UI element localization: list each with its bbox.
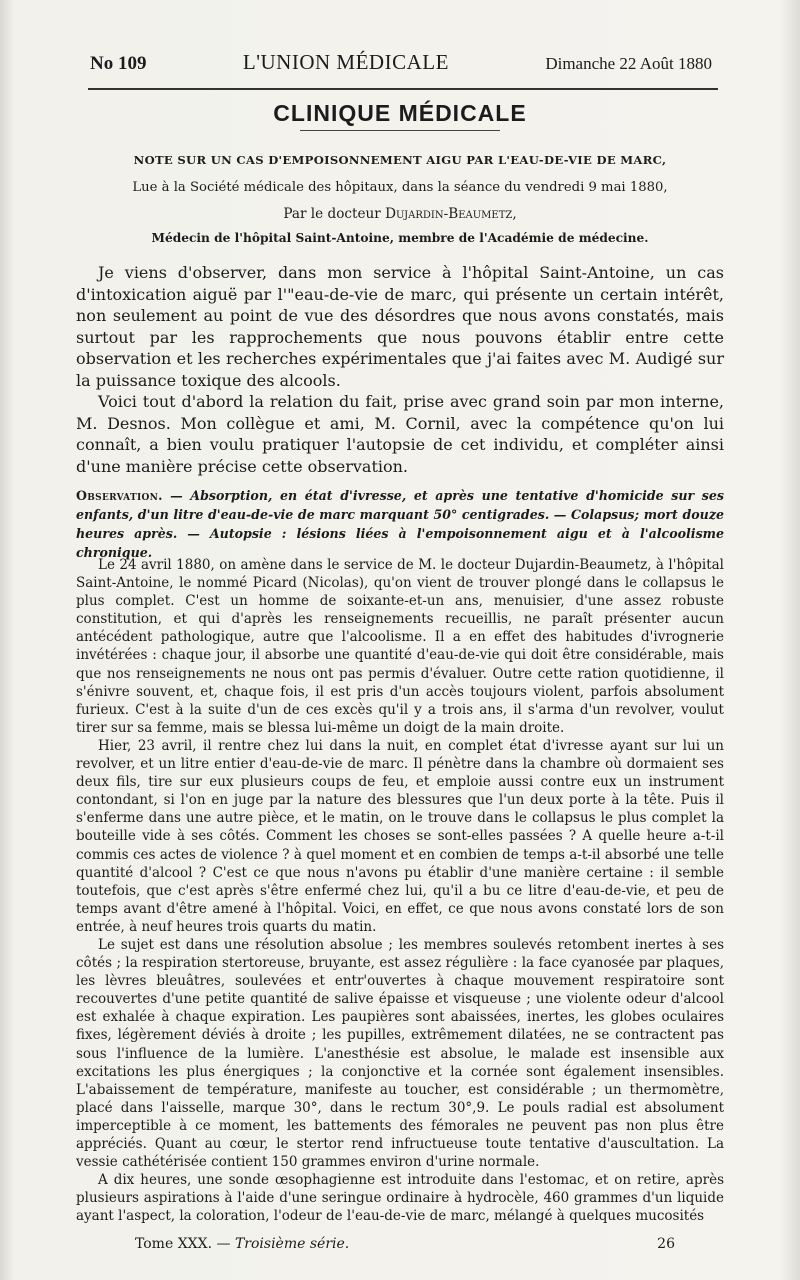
intro-paragraph: Voici tout d'abord la relation du fait, prise avec grand soin par mon interne, M. Desnos. Mon collègue et ami, M. Cornil, avec la compétence qu'on lui connaît, a bien voulu pratiquer l'autopsie de cet individu, et compléter ainsi d'une manière précise cette observation. [76, 392, 724, 476]
case-paragraph: Hier, 23 avril, il rentre chez lui dans la nuit, en complet état d'ivresse ayant sur lui un revolver, et un litre entier d'eau-de-vie de marc. Il pénètre dans la chambre où dormaient ses deux fils, tire sur eux plusieurs coups de feu, et emploie aussi contre eux un instrument contondant, si l'on en juge par la nature des blessures que l'un deux porte à la tête. Puis il s'enferme dans une autre pièce, et le matin, on le trouve dans le collapsus le plus complet la bouteille vide à ses côtés. Comment les choses se sont-elles passées ? A quelle heure a-t-il commis ces actes de violence ? à quel moment et en combien de temps a-t-il absorbé une telle quantité d'alcool ? C'est ce que nous n'avons pu établir d'une manière certaine : il semble toutefois, que c'est après s'être enfermé chez lui, qu'il a bu ce litre d'eau-de-vie, et peu de temps avant d'être amené à l'hôpital. Voici, en effet, ce que nous avons constaté lors de son entrée, à neuf heures trois quarts du matin. [76, 737, 724, 935]
page-number: 26 [657, 1236, 675, 1252]
section-title: CLINIQUE MÉDICALE [273, 100, 527, 126]
author-suffix: , [512, 206, 517, 222]
presentation-line: Lue à la Société médicale des hôpitaux, dans la séance du vendredi 9 mai 1880, [132, 180, 668, 195]
page-header [90, 50, 712, 76]
case-paragraph: Le 24 avril 1880, on amène dans le service de M. le docteur Dujardin-Beaumetz, à l'hôpital Saint-Antoine, le nommé Picard (Nicolas), qu'on vient de trouver plongé dans le collapsus le plus complet. C'est un homme de soixante-et-un ans, menuisier, d'une assez robuste constitution, et qui d'après les renseignements recueillis, ne paraît présenter aucun antécédent pathologique, autre que l'alcoolisme. Il a en effet des habitudes d'ivrognerie invétérées : chaque jour, il absorbe une quantité d'eau-de-vie qui doit être considérable, mais que nos renseignements ne nous ont pas permis d'évaluer. Outre cette ration quotidienne, il s'énivre souvent, et, chaque fois, il est pris d'un accès toujours violent, parfois absolument furieux. C'est à la suite d'un de ces excès qu'il y a trois ans, il s'arma d'un revolver, voulut tirer sur sa femme, mais se blessa lui-même un doigt de la main droite. [76, 557, 724, 736]
page-footer [135, 1236, 675, 1252]
case-report [76, 556, 724, 1225]
observation-summary [76, 486, 724, 562]
case-paragraph: Le sujet est dans une résolution absolue ; les membres soulevés retombent inertes à ses côtés ; la respiration stertoreuse, bruyante, est assez régulière : la face cyanosée par plaques, les lèvres bleuâtres, soulevées et entr'ouvertes à chaque mouvement respiratoire sont recouvertes d'une petite quantité de salive épaisse et visqueuse ; une violente odeur d'alcool est exhalée à chaque expiration. Les paupières sont abaissées, inertes, les globes oculaires fixes, légèrement déviés à droite ; les pupilles, extrêmement dilatées, ne se contractent pas sous l'influence de la lumière. L'anesthésie est absolue, le malade est insensible aux excitations les plus énergiques ; la conjonctive et la cornée sont également insensibles. L'abaissement de température, manifeste au toucher, est considérable ; un thermomètre, placé dans l'aisselle, marque 30°, dans le rectum 30°,9. Le pouls radial est absolument imperceptible à ce moment, les battements des fémorales ne peuvent pas non plus être appréciés. Quant au cœur, le stertor rend infructueuse toute tentative d'auscultation. La vessie cathétérisée contient 150 grammes environ d'urine normale. [76, 936, 724, 1171]
author-name: Dujardin-Beaumetz [385, 206, 513, 222]
article-title: NOTE SUR UN CAS D'EMPOISONNEMENT AIGU PAR L'EAU-DE-VIE DE MARC, [133, 153, 667, 167]
case-paragraph: A dix heures, une sonde œsophagienne est introduite dans l'estomac, et on retire, après plusieurs aspirations à l'aide d'une seringue ordinaire à hydrocèle, 460 grammes d'un liquide ayant l'aspect, la coloration, l'odeur de l'eau-de-vie de marc, mélangé à quelques mucosités [76, 1172, 724, 1225]
author-affiliation: Médecin de l'hôpital Saint-Antoine, membre de l'Académie de médecine. [151, 231, 649, 245]
observation-text: — Absorption, en état d'ivresse, et après une tentative d'homicide sur ses enfants, d'un litre d'eau-de-vie de marc marquant 50° centigrades. — Colapsus; mort douze heures après. — Autopsie : lésions liées à l'empoisonnement aigu et à l'alcoolisme chronique. [76, 488, 724, 560]
author-line [75, 206, 725, 222]
section-title-rule [300, 130, 500, 131]
observation-lead: Observation. [76, 488, 163, 503]
header-rule [88, 88, 718, 90]
issue-number: No 109 [90, 53, 147, 74]
journal-title: L'UNION MÉDICALE [242, 50, 449, 74]
intro-paragraph: Je viens d'observer, dans mon service à l'hôpital Saint-Antoine, un cas d'intoxication aiguë par l'"eau-de-vie de marc, qui présente un certain intérêt, non seulement au point de vue des désordres que nous avons constatés, mais surtout par les rapprochements que nous pouvons établir entre cette observation et les recherches expérimentales que j'ai faites avec M. Audigé sur la puissance toxique des alcools. [76, 263, 724, 390]
issue-date: Dimanche 22 Août 1880 [545, 54, 712, 73]
series-label: Troisième série. [234, 1236, 350, 1252]
author-prefix: Par le docteur [283, 206, 381, 222]
tome-label: Tome XXX. — [135, 1236, 231, 1252]
volume-line [135, 1236, 349, 1252]
introduction [76, 262, 724, 477]
